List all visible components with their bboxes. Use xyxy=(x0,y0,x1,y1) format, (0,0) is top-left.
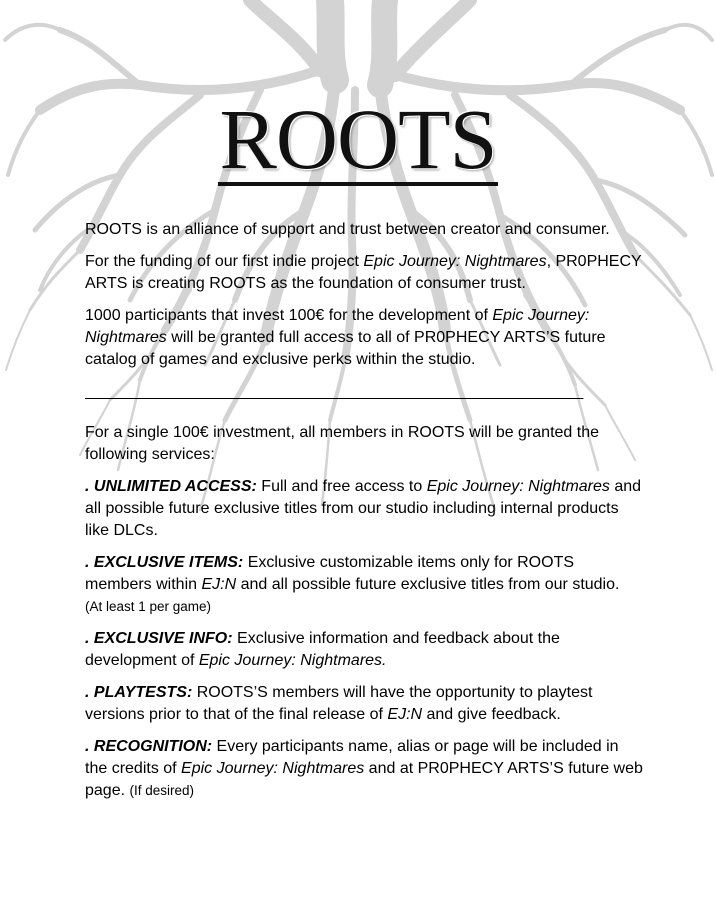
page-title: ROOTS xyxy=(219,91,497,187)
intro-paragraph-3: 1000 participants that invest 100€ for the development of Epic Journey: Nightmares will be granted full access to all of PR0PHECY ARTS’S future catalog of games and exclusive perks within the studio. xyxy=(85,307,606,368)
service-heading: . RECOGNITION: xyxy=(85,738,213,755)
divider-line: ________________________________________________________ xyxy=(85,383,584,400)
intro-paragraph-2: For the funding of our first indie project Epic Journey: Nightmares, PR0PHECY ARTS is creating ROOTS as the foundation of consumer trust. xyxy=(85,253,642,292)
service-heading: . UNLIMITED ACCESS: xyxy=(85,478,257,495)
service-exclusive-items: . EXCLUSIVE ITEMS: Exclusive customizable items only for ROOTS members within EJ:N and all possible future exclusive titles from our studio. (At least 1 per game) xyxy=(85,554,620,614)
service-note: (At least 1 per game) xyxy=(85,599,212,614)
service-heading: . PLAYTESTS: xyxy=(85,684,193,701)
intro-paragraph-1: ROOTS is an alliance of support and trust between creator and consumer. xyxy=(85,221,610,238)
service-heading: . EXCLUSIVE INFO: xyxy=(85,630,233,647)
service-heading: . EXCLUSIVE ITEMS: xyxy=(85,554,244,571)
document-body xyxy=(85,219,645,812)
service-note: (If desired) xyxy=(129,783,195,798)
service-playtests: . PLAYTESTS: ROOTS’S members will have the opportunity to playtest versions prior to that of the final release of EJ:N and give feedback. xyxy=(85,684,593,723)
service-recognition: . RECOGNITION: Every participants name, alias or page will be included in the credits of Epic Journey: Nightmares and at PR0PHECY ARTS’S future web page. (If desired) xyxy=(85,738,643,799)
services-intro: For a single 100€ investment, all members in ROOTS will be granted the following services: xyxy=(85,424,600,463)
service-unlimited-access: . UNLIMITED ACCESS: Full and free access to Epic Journey: Nightmares and all possible future exclusive titles from our studio including internal products like DLCs. xyxy=(85,478,642,539)
service-exclusive-info: . EXCLUSIVE INFO: Exclusive information and feedback about the development of Epic Journey: Nightmares. xyxy=(85,630,560,669)
title-block xyxy=(0,91,716,187)
